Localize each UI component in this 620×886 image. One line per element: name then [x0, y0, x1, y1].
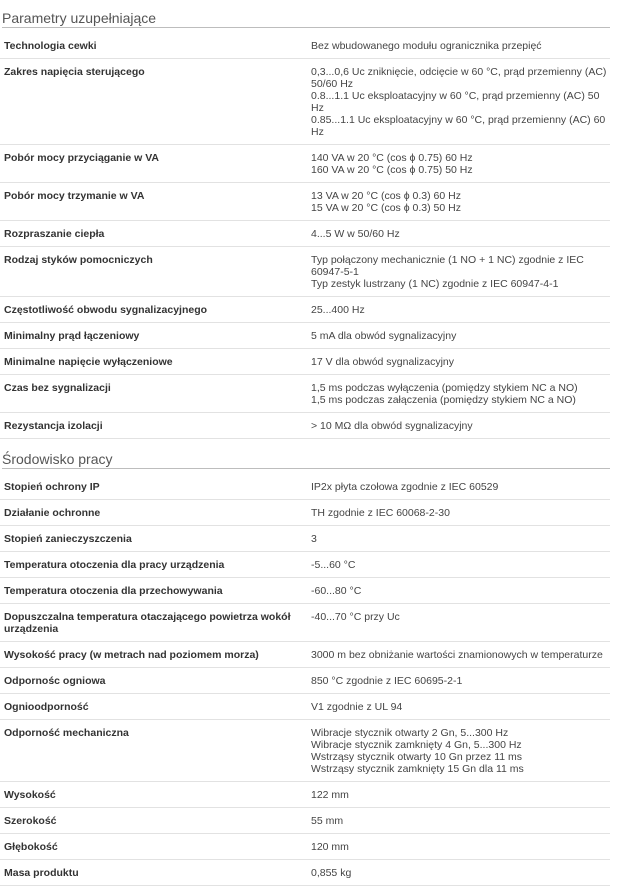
spec-value-line: TH zgodnie z IEC 60068-2-30 — [311, 507, 450, 519]
spec-value — [305, 552, 610, 578]
spec-label: Dopuszczalna temperatura otaczającego powietrza wokół urządzenia — [0, 604, 305, 642]
spec-value-line: 0.85...1.1 Uc eksploatacyjny w 60 °C, prąd przemienny (AC) 60 Hz — [311, 114, 609, 138]
spec-value — [305, 642, 610, 668]
spec-row — [0, 694, 610, 720]
spec-label: Rezystancja izolacji — [0, 413, 305, 439]
spec-value — [305, 247, 610, 297]
spec-label: Stopień zanieczyszczenia — [0, 526, 305, 552]
spec-value-line: > 10 MΩ dla obwód sygnalizacyjny — [311, 420, 473, 432]
spec-value-line: -40...70 °C przy Uc — [311, 611, 400, 623]
spec-value-line: Wibracje stycznik otwarty 2 Gn, 5...300 Hz — [311, 727, 509, 739]
spec-label: Szerokość — [0, 808, 305, 834]
spec-label: Zakres napięcia sterującego — [0, 59, 305, 145]
spec-row — [0, 552, 610, 578]
spec-label: Głębokość — [0, 834, 305, 860]
spec-value-line: 4...5 W w 50/60 Hz — [311, 228, 400, 240]
spec-value-line: 55 mm — [311, 815, 344, 827]
spec-row — [0, 808, 610, 834]
spec-row — [0, 59, 610, 145]
spec-value-line: V1 zgodnie z UL 94 — [311, 701, 403, 713]
section-title-additional: Parametry uzupełniające — [2, 0, 610, 28]
spec-value — [305, 860, 610, 886]
spec-label: Rodzaj styków pomocniczych — [0, 247, 305, 297]
spec-value-line: 17 V dla obwód sygnalizacyjny — [311, 356, 455, 368]
spec-row — [0, 33, 610, 59]
spec-row — [0, 860, 610, 886]
spec-row — [0, 500, 610, 526]
section-title-environment: Środowisko pracy — [2, 450, 610, 469]
spec-row — [0, 474, 610, 500]
spec-row — [0, 375, 610, 413]
spec-value-line: 0,855 kg — [311, 867, 352, 879]
spec-row — [0, 578, 610, 604]
spec-value-line: 3000 m bez obniżanie wartości znamionowych w temperaturze — [311, 649, 603, 661]
spec-value — [305, 349, 610, 375]
spec-row — [0, 323, 610, 349]
spec-value — [305, 604, 610, 642]
spec-value-line: Wibracje stycznik zamknięty 4 Gn, 5...300 Hz — [311, 739, 522, 751]
spec-value-line: Typ zestyk lustrzany (1 NC) zgodnie z IEC 60947-4-1 — [311, 278, 559, 290]
spec-label: Minimalne napięcie wyłączeniowe — [0, 349, 305, 375]
spec-label: Rozpraszanie ciepła — [0, 221, 305, 247]
spec-value-line: 1,5 ms podczas wyłączenia (pomiędzy stykiem NC a NO) — [311, 382, 578, 394]
spec-row — [0, 221, 610, 247]
spec-table-additional — [0, 33, 610, 439]
spec-value-line: 5 mA dla obwód sygnalizacyjny — [311, 330, 457, 342]
spec-row — [0, 834, 610, 860]
spec-label: Czas bez sygnalizacji — [0, 375, 305, 413]
spec-value-line: 160 VA w 20 °C (cos ϕ 0.75) 50 Hz — [311, 164, 473, 176]
spec-value-line: 122 mm — [311, 789, 349, 801]
spec-row — [0, 145, 610, 183]
spec-row — [0, 720, 610, 782]
spec-value — [305, 221, 610, 247]
spec-label: Masa produktu — [0, 860, 305, 886]
spec-value-line: 13 VA w 20 °C (cos ϕ 0.3) 60 Hz — [311, 190, 461, 202]
spec-value — [305, 578, 610, 604]
spec-value — [305, 33, 610, 59]
spec-value-line: 25...400 Hz — [311, 304, 365, 316]
spec-value — [305, 183, 610, 221]
spec-value — [305, 323, 610, 349]
spec-value — [305, 297, 610, 323]
spec-value — [305, 808, 610, 834]
spec-label: Temperatura otoczenia dla pracy urządzenia — [0, 552, 305, 578]
spec-value-line: -5...60 °C — [311, 559, 356, 571]
spec-value-line: Typ połączony mechanicznie (1 NO + 1 NC) zgodnie z IEC 60947-5-1 — [311, 254, 587, 278]
spec-value-line: 1,5 ms podczas załączenia (pomiędzy stykiem NC a NO) — [311, 394, 576, 406]
spec-value — [305, 413, 610, 439]
spec-value-line: 0.8...1.1 Uc eksploatacyjny w 60 °C, prąd przemienny (AC) 50 Hz — [311, 90, 603, 114]
spec-value-line: 120 mm — [311, 841, 349, 853]
spec-row — [0, 526, 610, 552]
spec-label: Wysokość pracy (w metrach nad poziomem morza) — [0, 642, 305, 668]
spec-label: Stopień ochrony IP — [0, 474, 305, 500]
spec-value — [305, 668, 610, 694]
spec-row — [0, 413, 610, 439]
spec-value-line: 140 VA w 20 °C (cos ϕ 0.75) 60 Hz — [311, 152, 473, 164]
spec-row — [0, 183, 610, 221]
spec-label: Pobór mocy przyciąganie w VA — [0, 145, 305, 183]
spec-value — [305, 500, 610, 526]
spec-value — [305, 474, 610, 500]
spec-value-line: IP2x płyta czołowa zgodnie z IEC 60529 — [311, 481, 499, 493]
spec-value-line: 0,3...0,6 Uc zniknięcie, odcięcie w 60 °C, prąd przemienny (AC) 50/60 Hz — [311, 66, 610, 90]
spec-row — [0, 604, 610, 642]
spec-label: Działanie ochronne — [0, 500, 305, 526]
spec-value-line: 15 VA w 20 °C (cos ϕ 0.3) 50 Hz — [311, 202, 461, 214]
spec-value — [305, 834, 610, 860]
spec-label: Minimalny prąd łączeniowy — [0, 323, 305, 349]
spec-value — [305, 145, 610, 183]
spec-row — [0, 642, 610, 668]
spec-label: Wysokość — [0, 782, 305, 808]
spec-label: Odpornośc ogniowa — [0, 668, 305, 694]
spec-value — [305, 59, 610, 145]
spec-value-line: 3 — [311, 533, 317, 545]
spec-value — [305, 782, 610, 808]
spec-label: Ognioodporność — [0, 694, 305, 720]
spec-label: Pobór mocy trzymanie w VA — [0, 183, 305, 221]
spec-value-line: -60...80 °C — [311, 585, 362, 597]
spec-row — [0, 668, 610, 694]
spec-row — [0, 782, 610, 808]
spec-label: Technologia cewki — [0, 33, 305, 59]
spec-value-line: 850 °C zgodnie z IEC 60695-2-1 — [311, 675, 463, 687]
spec-label: Częstotliwość obwodu sygnalizacyjnego — [0, 297, 305, 323]
spec-row — [0, 349, 610, 375]
spec-value — [305, 720, 610, 782]
spec-value-line: Wstrząsy stycznik zamknięty 15 Gn dla 11 ms — [311, 763, 524, 775]
spec-value-line: Bez wbudowanego modułu ogranicznika przepięć — [311, 40, 542, 52]
spec-table-environment — [0, 474, 610, 886]
spec-label: Temperatura otoczenia dla przechowywania — [0, 578, 305, 604]
spec-row — [0, 247, 610, 297]
spec-label: Odporność mechaniczna — [0, 720, 305, 782]
spec-row — [0, 297, 610, 323]
spec-value — [305, 526, 610, 552]
spec-value — [305, 694, 610, 720]
spec-value-line: Wstrząsy stycznik otwarty 10 Gn przez 11 ms — [311, 751, 523, 763]
spec-value — [305, 375, 610, 413]
